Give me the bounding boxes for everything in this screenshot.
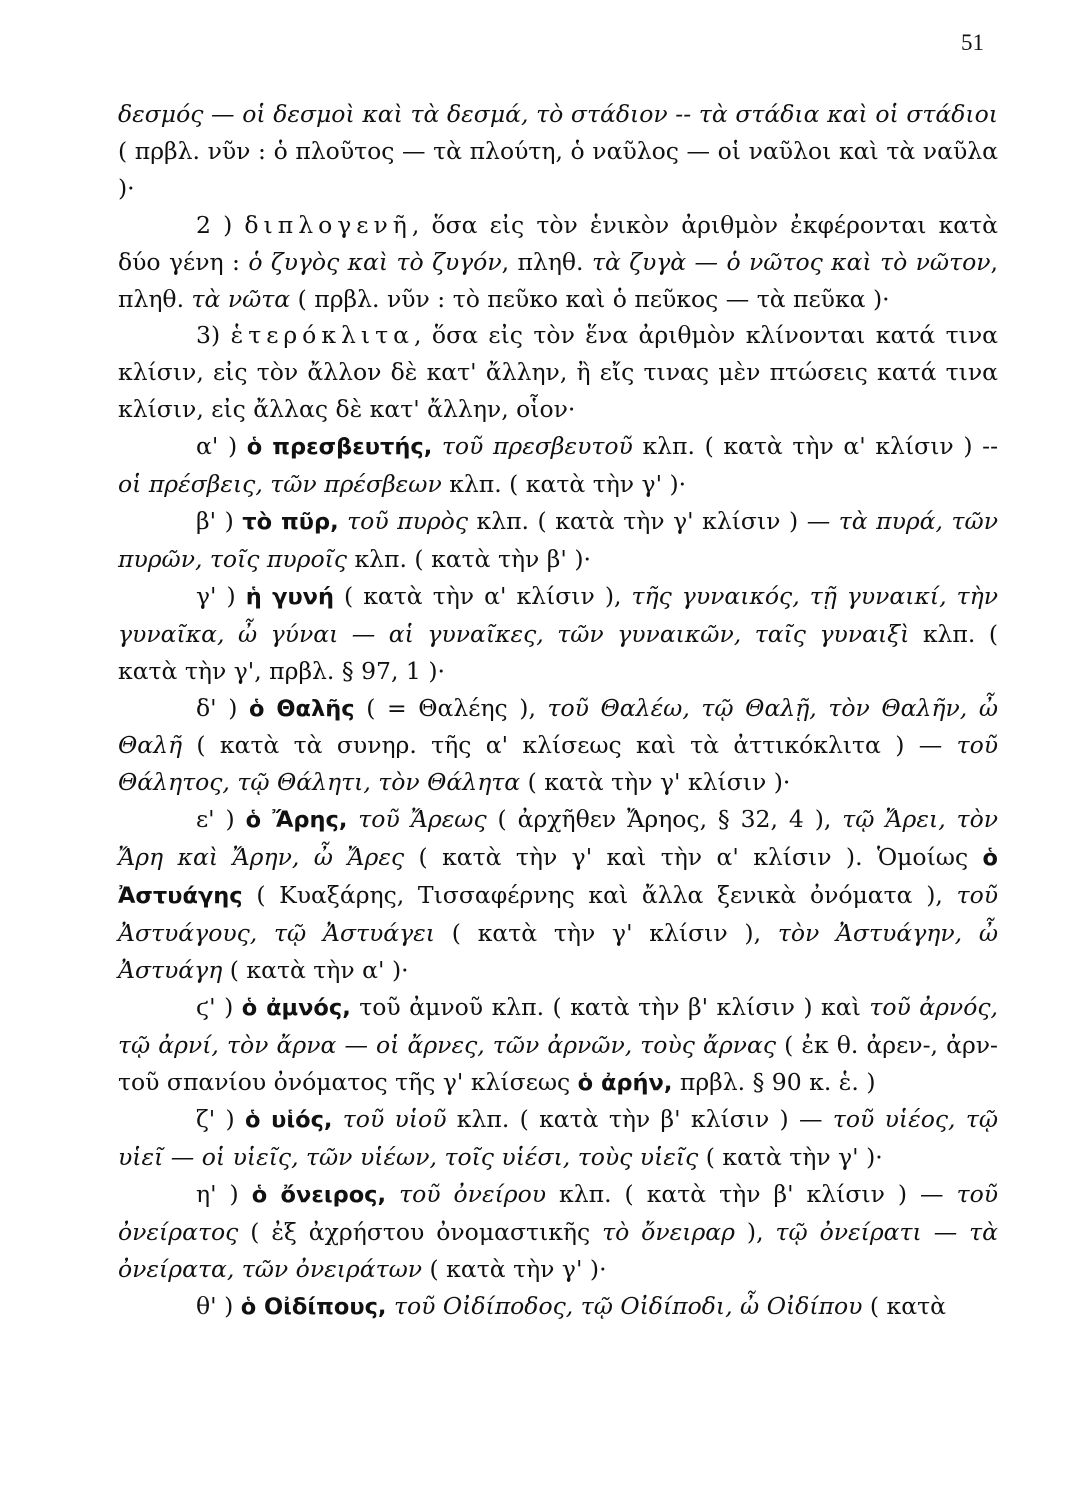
plain-text: ( Κυαξάρης, Τισσαφέρνης καὶ ἄλλα ξενικὰ ὀνόματα ), [242, 881, 957, 910]
italic-example: τοῦ ὀνείρατος [118, 1180, 998, 1247]
spaced-term: διπλογενῆ [244, 210, 412, 239]
bold-term: ὁ Οἰδίπους, [240, 1294, 387, 1320]
plain-text: ζ' ) [196, 1105, 246, 1134]
plain-text: ( = Θαλέης ), [354, 693, 548, 722]
plain-text: ( κατὰ τὴν γ' )· [422, 1255, 607, 1284]
paragraph-p6 [118, 690, 998, 802]
paragraph-p10 [118, 1176, 998, 1288]
bold-term: ὁ ἀμνός, [241, 994, 351, 1021]
page-number: 51 [961, 30, 984, 55]
paragraph-p8 [118, 989, 998, 1102]
plain-text [386, 1180, 399, 1208]
paragraph-p0 [118, 96, 998, 207]
italic-example: τοῦ πυρὸς [347, 506, 468, 535]
italic-example: τοῦ υἱέος, τῷ υἱεῖ — οἱ υἱεῖς, τῶν υἱέων, τοῖς υἱέσι, τοὺς υἱεῖς [118, 1105, 998, 1172]
body-text [118, 96, 998, 1326]
plain-text: τοῦ ἀμνοῦ κλπ. ( κατὰ τὴν β' κλίσιν ) καὶ [350, 992, 870, 1021]
plain-text: ( κατὰ τὴν γ' κλίσιν ), [435, 918, 778, 947]
plain-text: ( πρβλ. νῦν : ὁ πλοῦτος — τὰ πλούτη, ὁ ναῦλος — οἱ ναῦλοι καὶ τὰ ναῦλα )· [118, 136, 998, 202]
italic-example: ὁ ζυγὸς καὶ τὸ ζυγόν [248, 247, 502, 276]
plain-text: θ' ) [196, 1292, 241, 1320]
plain-text: α' ) [196, 432, 247, 461]
italic-example: τὰ ζυγὰ — ὁ νῶτος καὶ τὸ νῶτον [591, 247, 991, 276]
plain-text: κλπ. ( κατὰ τὴν γ' κλίσιν ) — [468, 506, 839, 535]
plain-text: πρβλ. § 90 κ. ἑ. ) [672, 1067, 876, 1096]
plain-text: η' ) [196, 1180, 252, 1209]
plain-text [347, 805, 358, 833]
plain-text: , πληθ. [118, 247, 999, 313]
bold-term: ὁ υἱός, [245, 1107, 333, 1134]
bold-term: ὁ Ἀστυάγης [118, 845, 998, 910]
italic-example: τὰ νῶτα [191, 284, 291, 313]
plain-text: κλπ. ( κατὰ τὴν γ' )· [441, 470, 687, 499]
plain-text: ( κατὰ τὰ συνηρ. τῆς α' κλίσεως καὶ τὰ ἀττικόκλιτα ) — [182, 731, 957, 760]
italic-example: τὸν Ἀστυάγην, ὦ Ἀστυάγη [118, 918, 999, 984]
plain-text: ( ἐκ θ. ἀρεν-, ἀρν- τοῦ σπανίου ὀνόματος τῆς γ' κλίσεως [118, 1030, 998, 1096]
plain-text: κλπ. ( κατὰ τὴν α' κλίσιν ) -- [632, 432, 999, 461]
plain-text: ( κατὰ τὴν α' )· [222, 955, 409, 984]
plain-text: κλπ. ( κατὰ τὴν β' )· [347, 544, 591, 573]
plain-text: δ' ) [196, 693, 249, 722]
bold-term: ὁ ὄνειρος, [251, 1182, 387, 1209]
plain-text: ϛ' ) [196, 992, 242, 1021]
italic-example: τῷ ὀνείρατι — τὰ ὀνείρατα, τῶν ὀνειράτων [118, 1218, 999, 1284]
plain-text: , πληθ. [501, 247, 592, 276]
plain-text: ( πρβλ. νῦν : τὸ πεῦκο καὶ ὁ πεῦκος — τὰ πεῦκα )· [290, 284, 890, 313]
spaced-term: ἑτερόκλιτα [230, 321, 414, 350]
paragraph-p11 [118, 1288, 998, 1326]
italic-example: τοῦ Οἰδίποδος, τῷ Οἰδίποδι, ὦ Οἰδίπου [393, 1292, 863, 1320]
plain-text [332, 1105, 342, 1133]
plain-text [432, 432, 442, 460]
paragraph-p2 [118, 317, 998, 428]
paragraph-p4 [118, 503, 998, 578]
plain-text: ( κατὰ [862, 1292, 946, 1320]
plain-text: ( κατὰ τὴν γ' )· [698, 1143, 883, 1172]
plain-text: ( κατὰ τὴν α' κλίσιν ), [334, 581, 632, 610]
italic-example: τῷ Ἄρει, τὸν Ἄρη καὶ Ἄρην, ὦ Ἄρες [118, 805, 999, 872]
italic-example: τοῦ ἀρνός, τῷ ἀρνί, τὸν ἄρνα — οἱ ἄρνες, τῶν ἀρνῶν, τοὺς ἄρνας [118, 992, 998, 1059]
bold-term: ὁ πρεσβευτής, [246, 434, 433, 461]
italic-example: τὰ πυρά, τῶν πυρῶν, τοῖς πυροῖς [118, 506, 998, 573]
plain-text: ), [734, 1218, 776, 1247]
plain-text: ε' ) [196, 805, 246, 834]
plain-text: ( κατὰ τὴν γ' καὶ τὴν α' κλίσιν ). Ὁμοίως [404, 843, 983, 872]
italic-example: τοῦ Ἄρεως [358, 805, 487, 834]
bold-term: ἡ γυνή [245, 583, 335, 610]
italic-example: τοῦ Θαλέω, τῷ Θαλῇ, τὸν Θαλῆν, ὦ Θαλῆ [118, 693, 999, 760]
italic-example: τοῦ Θάλητος, τῷ Θάλητι, τὸν Θάλητα [118, 731, 998, 797]
plain-text: κλπ. ( κατὰ τὴν β' κλίσιν ) — [546, 1180, 957, 1209]
italic-example: τοῦ ὀνείρου [399, 1180, 547, 1209]
plain-text: κλπ. ( κατὰ τὴν β' κλίσιν ) — [446, 1105, 833, 1134]
plain-text: 2 ) [196, 210, 245, 239]
italic-example: δεσμός — οἱ δεσμοὶ καὶ τὰ δεσμά, τὸ στάδιον -- τὰ στάδια καὶ οἱ στάδιοι [118, 100, 998, 128]
italic-example: τῆς γυναικός, τῇ γυναικί, τὴν γυναῖκα, ὦ γύναι — αἱ γυναῖκες, τῶν γυναικῶν, ταῖς γυναιξὶ [118, 581, 998, 648]
italic-example: τὸ ὄνειραρ [602, 1218, 735, 1247]
bold-term: ὁ ἀρήν, [577, 1069, 673, 1096]
paragraph-p7 [118, 801, 998, 989]
plain-text: κλπ. ( κατὰ τὴν γ', πρβλ. § 97, 1 )· [118, 619, 999, 685]
bold-term: τὸ πῦρ, [242, 508, 339, 535]
paragraph-p9 [118, 1101, 998, 1176]
paragraph-p5 [118, 578, 998, 690]
plain-text: , ὅσα εἰς τὸν ἕνα ἀριθμὸν κλίνονται κατά τινα κλίσιν, εἰς τὸν ἄλλον δὲ κατ' ἄλλην, ἢ εἴς τινας μὲν πτώσεις κατά τινα κλίσιν, εἰς ἄλλας δὲ κατ' ἄλλην, οἷον· [118, 321, 998, 424]
plain-text: ( κατὰ τὴν γ' κλίσιν )· [520, 768, 791, 797]
paragraph-p1 [118, 207, 998, 318]
plain-text [339, 507, 348, 535]
plain-text: 3) [196, 321, 231, 350]
italic-example: τοῦ πρεσβευτοῦ [441, 432, 633, 461]
paragraph-p3 [118, 428, 998, 503]
bold-term: ὁ Ἄρης, [245, 807, 348, 834]
plain-text: β' ) [196, 506, 243, 535]
plain-text: ( ἀρχῆθεν Ἄρηος, § 32, 4 ), [486, 805, 843, 834]
plain-text: , ὅσα εἰς τὸν ἑνικὸν ἀριθμὸν ἐκφέρονται κατὰ δύο γένη : [118, 210, 999, 276]
italic-example: οἱ πρέσβεις, τῶν πρέσβεων [118, 470, 442, 499]
plain-text: ( ἐξ ἀχρήστου ὀνομαστικῆς [238, 1218, 603, 1247]
plain-text: γ' ) [196, 581, 246, 610]
italic-example: τοῦ Ἀστυάγους, τῷ Ἀστυάγει [118, 881, 998, 947]
italic-example: τοῦ υἱοῦ [342, 1105, 447, 1134]
plain-text [386, 1292, 393, 1320]
bold-term: ὁ Θαλῆς [248, 695, 355, 722]
